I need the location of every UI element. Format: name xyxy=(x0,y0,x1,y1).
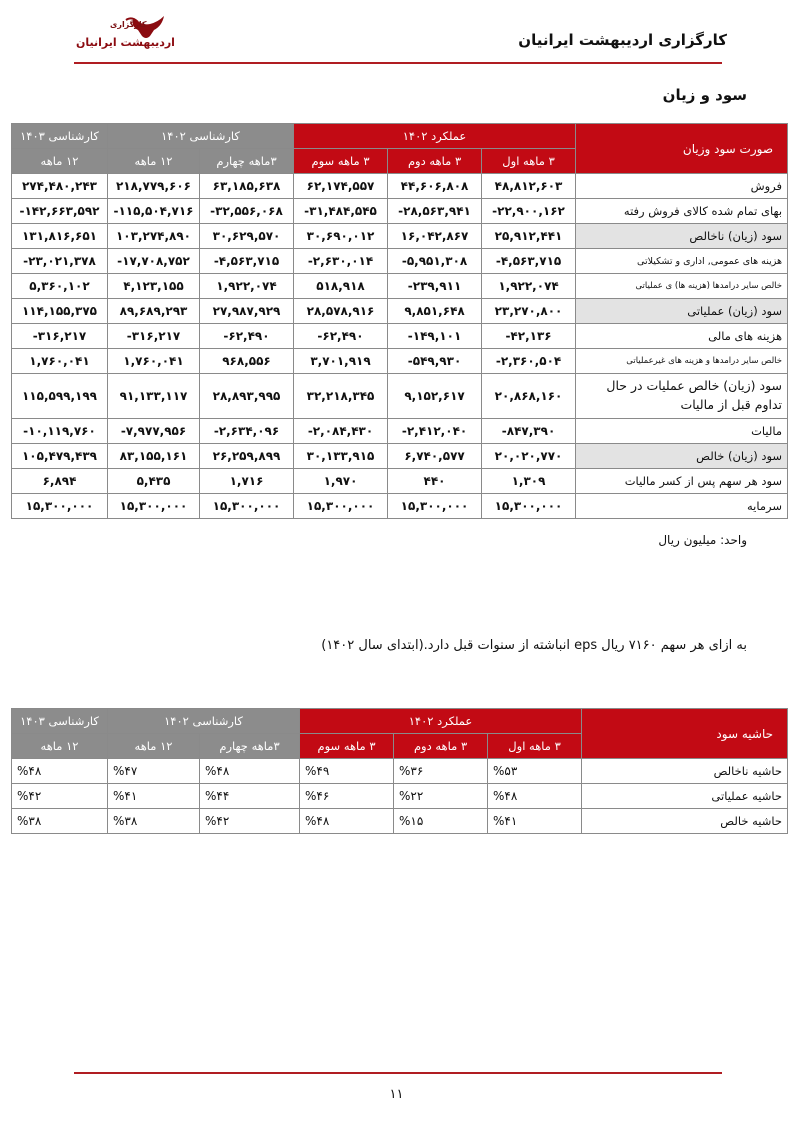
col-12m-1403-header: ۱۲ ماهه xyxy=(12,734,108,759)
cell-value: ۲۸,۸۹۳,۹۹۵ xyxy=(200,374,294,419)
table-label-header: صورت سود وزیان xyxy=(576,124,788,174)
cell-value: -۱۱۵,۵۰۴,۷۱۶ xyxy=(108,199,200,224)
cell-value: ۲۵,۹۱۲,۴۴۱ xyxy=(482,224,576,249)
cell-value: -۲۸,۵۶۳,۹۴۱ xyxy=(388,199,482,224)
table-row xyxy=(12,374,788,419)
cell-value: ۹,۱۵۲,۶۱۷ xyxy=(388,374,482,419)
section-title: سود و زیان xyxy=(662,86,747,104)
cell-value: ۳۰,۶۹۰,۰۱۲ xyxy=(294,224,388,249)
cell-value: ۱۱۵,۵۹۹,۱۹۹ xyxy=(12,374,108,419)
cell-value: ۱,۳۰۹ xyxy=(482,469,576,494)
cell-value: ۱,۷۶۰,۰۴۱ xyxy=(108,349,200,374)
cell-value: -۲,۶۳۴,۰۹۶ xyxy=(200,419,294,444)
cell-value: -۵۴۹,۹۳۰ xyxy=(388,349,482,374)
cell-value: %۴۲ xyxy=(12,784,108,809)
cell-value: %۳۸ xyxy=(108,809,200,834)
cell-value: -۷,۹۷۷,۹۵۶ xyxy=(108,419,200,444)
group-actual-header: عملکرد ۱۴۰۲ xyxy=(300,709,582,734)
table-row xyxy=(12,224,788,249)
table-row xyxy=(12,299,788,324)
cell-value: -۳۱,۴۸۴,۵۴۵ xyxy=(294,199,388,224)
col-12m-1402-header: ۱۲ ماهه xyxy=(108,734,200,759)
cell-value: ۴۴۰ xyxy=(388,469,482,494)
cell-value: ۱۱۴,۱۵۵,۳۷۵ xyxy=(12,299,108,324)
row-label: هزینه های مالی xyxy=(576,324,788,349)
cell-value: ۲۷۴,۴۸۰,۲۴۳ xyxy=(12,174,108,199)
cell-value: %۳۸ xyxy=(12,809,108,834)
cell-value: ۳۰,۱۳۳,۹۱۵ xyxy=(294,444,388,469)
cell-value: ۴,۱۲۳,۱۵۵ xyxy=(108,274,200,299)
row-label: سرمایه xyxy=(576,494,788,519)
cell-value: %۳۶ xyxy=(394,759,488,784)
col-12m-1403-header: ۱۲ ماهه xyxy=(12,149,108,174)
cell-value: -۳۱۶,۲۱۷ xyxy=(108,324,200,349)
row-label: مالیات xyxy=(576,419,788,444)
cell-value: ۱۰۳,۲۷۴,۸۹۰ xyxy=(108,224,200,249)
row-label: حاشیه خالص xyxy=(582,809,788,834)
group-forecast-1402-header: کارشناسی ۱۴۰۲ xyxy=(108,709,300,734)
cell-value: ۲۶,۲۵۹,۸۹۹ xyxy=(200,444,294,469)
col-q3-header: ۳ ماهه سوم xyxy=(294,149,388,174)
cell-value: ۱,۷۱۶ xyxy=(200,469,294,494)
cell-value: ۲۸,۵۷۸,۹۱۶ xyxy=(294,299,388,324)
cell-value: ۱۵,۳۰۰,۰۰۰ xyxy=(294,494,388,519)
footer-divider xyxy=(74,1072,722,1074)
row-label: سود هر سهم پس از کسر مالیات xyxy=(576,469,788,494)
table-row xyxy=(12,199,788,224)
cell-value: ۱۵,۳۰۰,۰۰۰ xyxy=(108,494,200,519)
table-row xyxy=(12,324,788,349)
cell-value: -۶۲,۴۹۰ xyxy=(200,324,294,349)
cell-value: -۲,۴۱۲,۰۴۰ xyxy=(388,419,482,444)
col-q1-header: ۳ ماهه اول xyxy=(488,734,582,759)
cell-value: -۵,۹۵۱,۳۰۸ xyxy=(388,249,482,274)
table-row xyxy=(12,444,788,469)
col-q3-header: ۳ ماهه سوم xyxy=(300,734,394,759)
cell-value: ۴۸,۸۱۲,۶۰۳ xyxy=(482,174,576,199)
cell-value: ۲۱۸,۷۷۹,۶۰۶ xyxy=(108,174,200,199)
income-statement-table xyxy=(11,123,788,519)
table-row xyxy=(12,494,788,519)
row-label: خالص سایر درامدها (هزینه ها) ی عملیاتی xyxy=(576,274,788,299)
cell-value: ۲۰,۸۶۸,۱۶۰ xyxy=(482,374,576,419)
cell-value: ۱۵,۳۰۰,۰۰۰ xyxy=(482,494,576,519)
table-row xyxy=(12,809,788,834)
cell-value: -۳۲,۵۵۶,۰۶۸ xyxy=(200,199,294,224)
cell-value: %۴۷ xyxy=(108,759,200,784)
cell-value: ۸۳,۱۵۵,۱۶۱ xyxy=(108,444,200,469)
row-label: فروش xyxy=(576,174,788,199)
row-label: حاشیه عملیاتی xyxy=(582,784,788,809)
cell-value: ۶,۷۴۰,۵۷۷ xyxy=(388,444,482,469)
group-forecast-1402-header: کارشناسی ۱۴۰۲ xyxy=(108,124,294,149)
page-header xyxy=(0,0,793,70)
cell-value: ۱,۹۲۲,۰۷۴ xyxy=(482,274,576,299)
cell-value: ۱,۷۶۰,۰۴۱ xyxy=(12,349,108,374)
cell-value: ۳,۷۰۱,۹۱۹ xyxy=(294,349,388,374)
row-label: حاشیه ناخالص xyxy=(582,759,788,784)
cell-value: %۱۵ xyxy=(394,809,488,834)
cell-value: ۳۲,۲۱۸,۳۴۵ xyxy=(294,374,388,419)
bull-logo-icon xyxy=(72,12,182,58)
cell-value: -۴۲,۱۳۶ xyxy=(482,324,576,349)
col-q4-header: ۳ماهه چهارم xyxy=(200,734,300,759)
cell-value: ۴۴,۶۰۶,۸۰۸ xyxy=(388,174,482,199)
row-label: هزینه های عمومی, اداری و تشکیلاتی xyxy=(576,249,788,274)
table-row xyxy=(12,784,788,809)
cell-value: %۴۱ xyxy=(488,809,582,834)
cell-value: -۴,۵۶۳,۷۱۵ xyxy=(200,249,294,274)
cell-value: ۱۵,۳۰۰,۰۰۰ xyxy=(12,494,108,519)
cell-value: -۱۴۹,۱۰۱ xyxy=(388,324,482,349)
unit-note: واحد: میلیون ریال xyxy=(658,533,747,547)
table-row xyxy=(12,469,788,494)
col-12m-1402-header: ۱۲ ماهه xyxy=(108,149,200,174)
cell-value: ۲۰,۰۲۰,۷۷۰ xyxy=(482,444,576,469)
cell-value: %۴۸ xyxy=(488,784,582,809)
page-number: ۱۱ xyxy=(389,1087,404,1102)
cell-value: ۵,۳۶۰,۱۰۲ xyxy=(12,274,108,299)
cell-value: %۴۹ xyxy=(300,759,394,784)
cell-value: ۵,۴۳۵ xyxy=(108,469,200,494)
cell-value: ۲۷,۹۸۷,۹۲۹ xyxy=(200,299,294,324)
row-label: سود (زیان) عملیاتی xyxy=(576,299,788,324)
cell-value: ۱۵,۳۰۰,۰۰۰ xyxy=(388,494,482,519)
table-row xyxy=(12,274,788,299)
cell-value: ۱۳۱,۸۱۶,۶۵۱ xyxy=(12,224,108,249)
table-row xyxy=(12,759,788,784)
row-label: خالص سایر درامدها و هزینه های غیرعملیاتی xyxy=(576,349,788,374)
logo-text: کارگزاری xyxy=(110,20,147,29)
cell-value: -۸۴۷,۳۹۰ xyxy=(482,419,576,444)
cell-value: ۱,۹۲۲,۰۷۴ xyxy=(200,274,294,299)
cell-value: ۶۲,۱۷۴,۵۵۷ xyxy=(294,174,388,199)
cell-value: -۶۲,۴۹۰ xyxy=(294,324,388,349)
cell-value: ۸۹,۶۸۹,۲۹۳ xyxy=(108,299,200,324)
table-row xyxy=(12,174,788,199)
group-actual-header: عملکرد ۱۴۰۲ xyxy=(294,124,576,149)
cell-value: -۳۱۶,۲۱۷ xyxy=(12,324,108,349)
cell-value: ۳۰,۶۲۹,۵۷۰ xyxy=(200,224,294,249)
group-forecast-1403-header: کارشناسی ۱۴۰۳ xyxy=(12,709,108,734)
cell-value: ۹,۸۵۱,۶۴۸ xyxy=(388,299,482,324)
cell-value: ۵۱۸,۹۱۸ xyxy=(294,274,388,299)
cell-value: ۶,۸۹۴ xyxy=(12,469,108,494)
table-row xyxy=(12,349,788,374)
cell-value: -۱۷,۷۰۸,۷۵۲ xyxy=(108,249,200,274)
col-q1-header: ۳ ماهه اول xyxy=(482,149,576,174)
cell-value: %۲۲ xyxy=(394,784,488,809)
cell-value: -۲,۳۶۰,۵۰۴ xyxy=(482,349,576,374)
cell-value: -۲,۰۸۴,۴۳۰ xyxy=(294,419,388,444)
cell-value: -۲۳,۰۲۱,۳۷۸ xyxy=(12,249,108,274)
row-label: سود (زیان) ناخالص xyxy=(576,224,788,249)
cell-value: -۲,۶۳۰,۰۱۴ xyxy=(294,249,388,274)
row-label: بهای تمام شده کالای فروش رفته xyxy=(576,199,788,224)
cell-value: ۹۶۸,۵۵۶ xyxy=(200,349,294,374)
company-name: کارگزاری اردیبهشت ایرانیان xyxy=(518,31,727,49)
table-row xyxy=(12,249,788,274)
col-q2-header: ۳ ماهه دوم xyxy=(394,734,488,759)
cell-value: %۴۸ xyxy=(12,759,108,784)
cell-value: %۴۲ xyxy=(200,809,300,834)
cell-value: %۴۴ xyxy=(200,784,300,809)
col-q2-header: ۳ ماهه دوم xyxy=(388,149,482,174)
cell-value: -۱۰,۱۱۹,۷۶۰ xyxy=(12,419,108,444)
cell-value: ۱۰۵,۴۷۹,۴۳۹ xyxy=(12,444,108,469)
cell-value: %۵۳ xyxy=(488,759,582,784)
cell-value: %۴۱ xyxy=(108,784,200,809)
cell-value: ۱۶,۰۴۲,۸۶۷ xyxy=(388,224,482,249)
group-forecast-1403-header: کارشناسی ۱۴۰۳ xyxy=(12,124,108,149)
cell-value: -۴,۵۶۳,۷۱۵ xyxy=(482,249,576,274)
logo-subtext: اردیبهشت ایرانیان xyxy=(76,36,175,49)
cell-value: -۲۳۹,۹۱۱ xyxy=(388,274,482,299)
row-label: سود (زیان) خالص عملیات در حال تداوم قبل از مالیات xyxy=(576,374,788,419)
cell-value: ۲۳,۲۷۰,۸۰۰ xyxy=(482,299,576,324)
cell-value: ۱۵,۳۰۰,۰۰۰ xyxy=(200,494,294,519)
col-q4-header: ۳ماهه چهارم xyxy=(200,149,294,174)
profit-margin-table xyxy=(11,708,788,834)
cell-value: ۶۳,۱۸۵,۶۳۸ xyxy=(200,174,294,199)
cell-value: %۴۶ xyxy=(300,784,394,809)
table-row xyxy=(12,419,788,444)
table-label-header: حاشیه سود xyxy=(582,709,788,759)
cell-value: %۴۸ xyxy=(200,759,300,784)
cell-value: -۱۴۲,۶۶۳,۵۹۲ xyxy=(12,199,108,224)
cell-value: -۲۲,۹۰۰,۱۶۲ xyxy=(482,199,576,224)
header-divider xyxy=(74,62,722,64)
eps-note: به ازای هر سهم ۷۱۶۰ ریال eps انباشته از سنوات قبل دارد.(ابتدای سال ۱۴۰۲) xyxy=(321,638,747,653)
cell-value: ۱,۹۷۰ xyxy=(294,469,388,494)
cell-value: ۹۱,۱۳۳,۱۱۷ xyxy=(108,374,200,419)
cell-value: %۴۸ xyxy=(300,809,394,834)
row-label: سود (زیان) خالص xyxy=(576,444,788,469)
